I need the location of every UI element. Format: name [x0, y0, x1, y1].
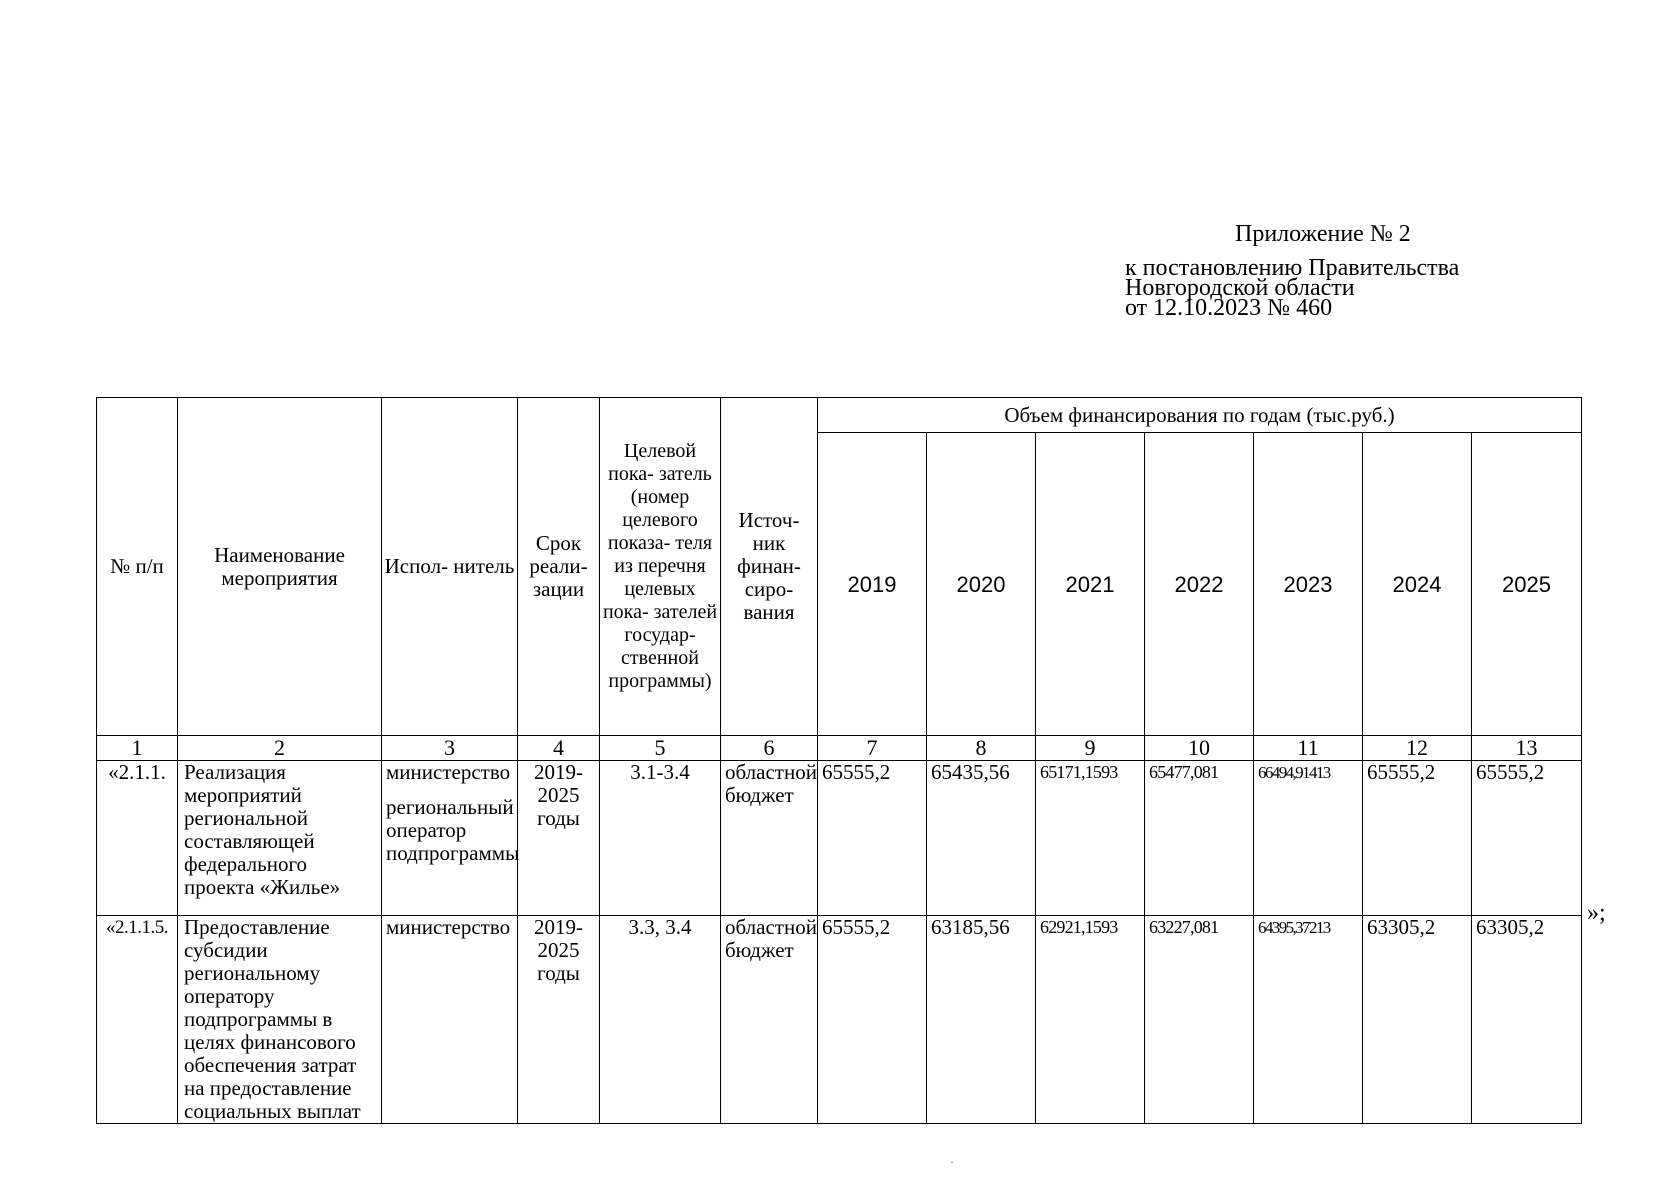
scan-speck: [951, 1162, 953, 1163]
value-2020: 63185,56: [927, 916, 1036, 1124]
value-2025: 65555,2: [1472, 761, 1582, 916]
value-2022: 63227,081: [1145, 916, 1254, 1124]
column-number: 5: [600, 736, 721, 761]
executor-primary: министерство: [386, 760, 511, 784]
column-number: 11: [1254, 736, 1363, 761]
value-2025: 63305,2: [1472, 916, 1582, 1124]
row-number: «2.1.1.: [97, 761, 178, 916]
column-number: 9: [1036, 736, 1145, 761]
header-target: Целевой пока- затель (номер целевого показа- теля из перечня целевых пока- зателей государ- ственной программы): [600, 398, 721, 736]
value-2024: 63305,2: [1363, 916, 1472, 1124]
value-2019: 65555,2: [818, 916, 927, 1124]
header-funding: Объем финансирования по годам (тыс.руб.): [818, 398, 1582, 433]
value-2021: 65171,1593: [1036, 761, 1145, 916]
column-number: 12: [1363, 736, 1472, 761]
value-2019: 65555,2: [818, 761, 927, 916]
term: 2019-2025 годы: [518, 761, 600, 916]
column-number: 6: [721, 736, 818, 761]
column-number: 3: [382, 736, 518, 761]
header-name: Наименование мероприятия: [178, 398, 382, 736]
funding-source: областной бюджет: [721, 761, 818, 916]
column-number: 8: [927, 736, 1036, 761]
value-2023: 64395,37213: [1254, 916, 1363, 1124]
column-number: 4: [518, 736, 600, 761]
value-2023: 66494,91413: [1254, 761, 1363, 916]
value-2024: 65555,2: [1363, 761, 1472, 916]
header-num: № п/п: [97, 398, 178, 736]
header-year-2022: 2022: [1145, 433, 1254, 736]
value-2020: 65435,56: [927, 761, 1036, 916]
appendix-line-3: от 12.10.2023 № 460: [1125, 295, 1333, 321]
column-number: 13: [1472, 736, 1582, 761]
header-executor: Испол- нитель: [382, 398, 518, 736]
appendix-line-1: к постановлению Правительства: [1125, 255, 1460, 281]
header-year-2019: 2019: [818, 433, 927, 736]
column-number: 1: [97, 736, 178, 761]
value-2022: 65477,081: [1145, 761, 1254, 916]
executor-primary: министерство: [386, 915, 511, 939]
header-year-2023: 2023: [1254, 433, 1363, 736]
term: 2019-2025 годы: [518, 916, 600, 1124]
executor: [382, 761, 518, 916]
value-2021: 62921,1593: [1036, 916, 1145, 1124]
column-number: 10: [1145, 736, 1254, 761]
column-number: 7: [818, 736, 927, 761]
target-indicator: 3.1-3.4: [600, 761, 721, 916]
row-number: «2.1.1.5.: [97, 916, 178, 1124]
table-row: [97, 916, 1582, 1124]
funding-table: [96, 397, 1582, 1124]
appendix-line-2: Новгородской области: [1125, 275, 1355, 301]
closing-quote-mark: »;: [1587, 900, 1606, 926]
funding-source: областной бюджет: [721, 916, 818, 1124]
header-source: Источ- ник финан- сиро- вания: [721, 398, 818, 736]
target-indicator: 3.3, 3.4: [600, 916, 721, 1124]
activity-name: Реализация мероприятий региональной составляющей федерального проекта «Жилье»: [178, 761, 382, 916]
executor: [382, 916, 518, 1124]
table-row: [97, 761, 1582, 916]
appendix-title: Приложение № 2: [1235, 221, 1411, 247]
appendix-header: [1125, 221, 1545, 321]
column-number: 2: [178, 736, 382, 761]
executor-secondary: региональный оператор подпрограммы: [386, 795, 520, 865]
column-number-row: [97, 736, 1582, 761]
header-year-2020: 2020: [927, 433, 1036, 736]
header-year-2024: 2024: [1363, 433, 1472, 736]
header-term: Срок реали- зации: [518, 398, 600, 736]
header-year-2021: 2021: [1036, 433, 1145, 736]
activity-name: Предоставление субсидии региональному оператору подпрограммы в целях финансового обеспечения затрат на предоставление социальных выплат: [178, 916, 382, 1124]
header-year-2025: 2025: [1472, 433, 1582, 736]
